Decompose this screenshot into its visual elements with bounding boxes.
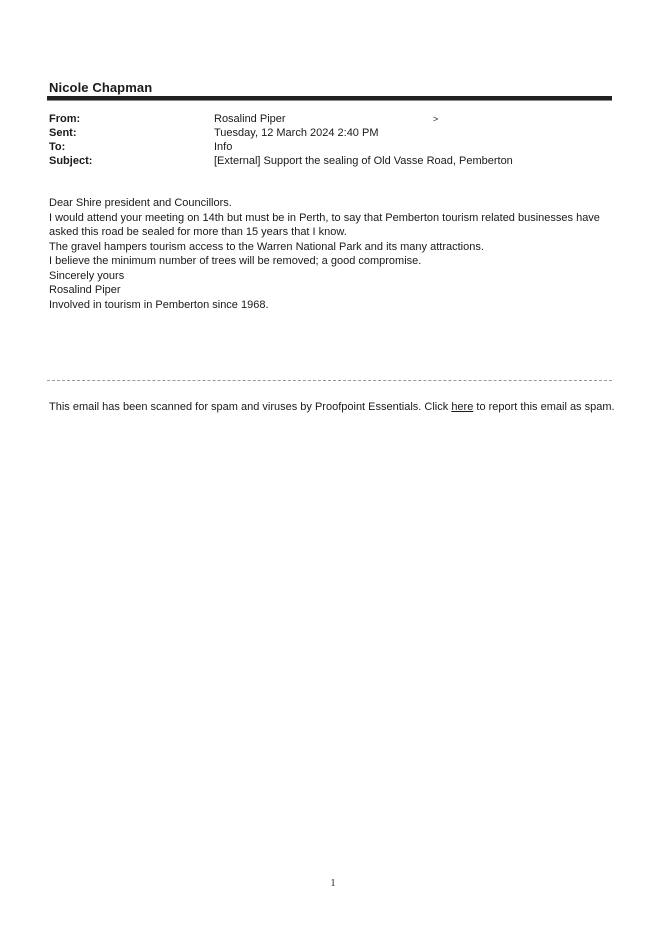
spam-notice-text-before: This email has been scanned for spam and viruses by Proofpoint Essentials. Click [49, 401, 452, 413]
sent-value: Tuesday, 12 March 2024 2:40 PM [214, 127, 379, 139]
subject-label: Subject: [49, 155, 93, 167]
body-line-signature: Rosalind Piper [49, 284, 121, 296]
to-value: Info [214, 141, 233, 153]
body-line-signoff: Sincerely yours [49, 269, 125, 282]
sent-label: Sent: [49, 127, 77, 139]
from-email-bracket: > [433, 114, 439, 124]
body-line-trees: I believe the minimum number of trees will be removed; a good compromise. [49, 255, 422, 267]
email-body [49, 196, 614, 312]
to-label: To: [49, 141, 66, 153]
spam-scan-notice [49, 401, 615, 413]
from-label: From: [49, 113, 81, 125]
header-divider [47, 96, 612, 101]
body-line-greeting: Dear Shire president and Councillors. [49, 197, 232, 209]
footer-divider [47, 380, 612, 381]
subject-value: [External] Support the sealing of Old Vasse Road, Pemberton [214, 155, 513, 167]
sender-name: Nicole Chapman [49, 80, 153, 95]
spam-notice-text-after: to report this email as spam. [473, 401, 615, 413]
page-number: 1 [330, 878, 336, 889]
from-value: Rosalind Piper [214, 113, 286, 125]
body-line-meeting: I would attend your meeting on 14th but must be in Perth, to say that Pemberton tourism related businesses have asked this road be sealed for more than 15 years that I know. [49, 211, 600, 238]
body-line-gravel: The gravel hampers tourism access to the Warren National Park and its many attractions. [49, 240, 484, 253]
report-spam-link[interactable]: here [451, 401, 474, 413]
body-line-involvement: Involved in tourism in Pemberton since 1968. [49, 298, 269, 311]
